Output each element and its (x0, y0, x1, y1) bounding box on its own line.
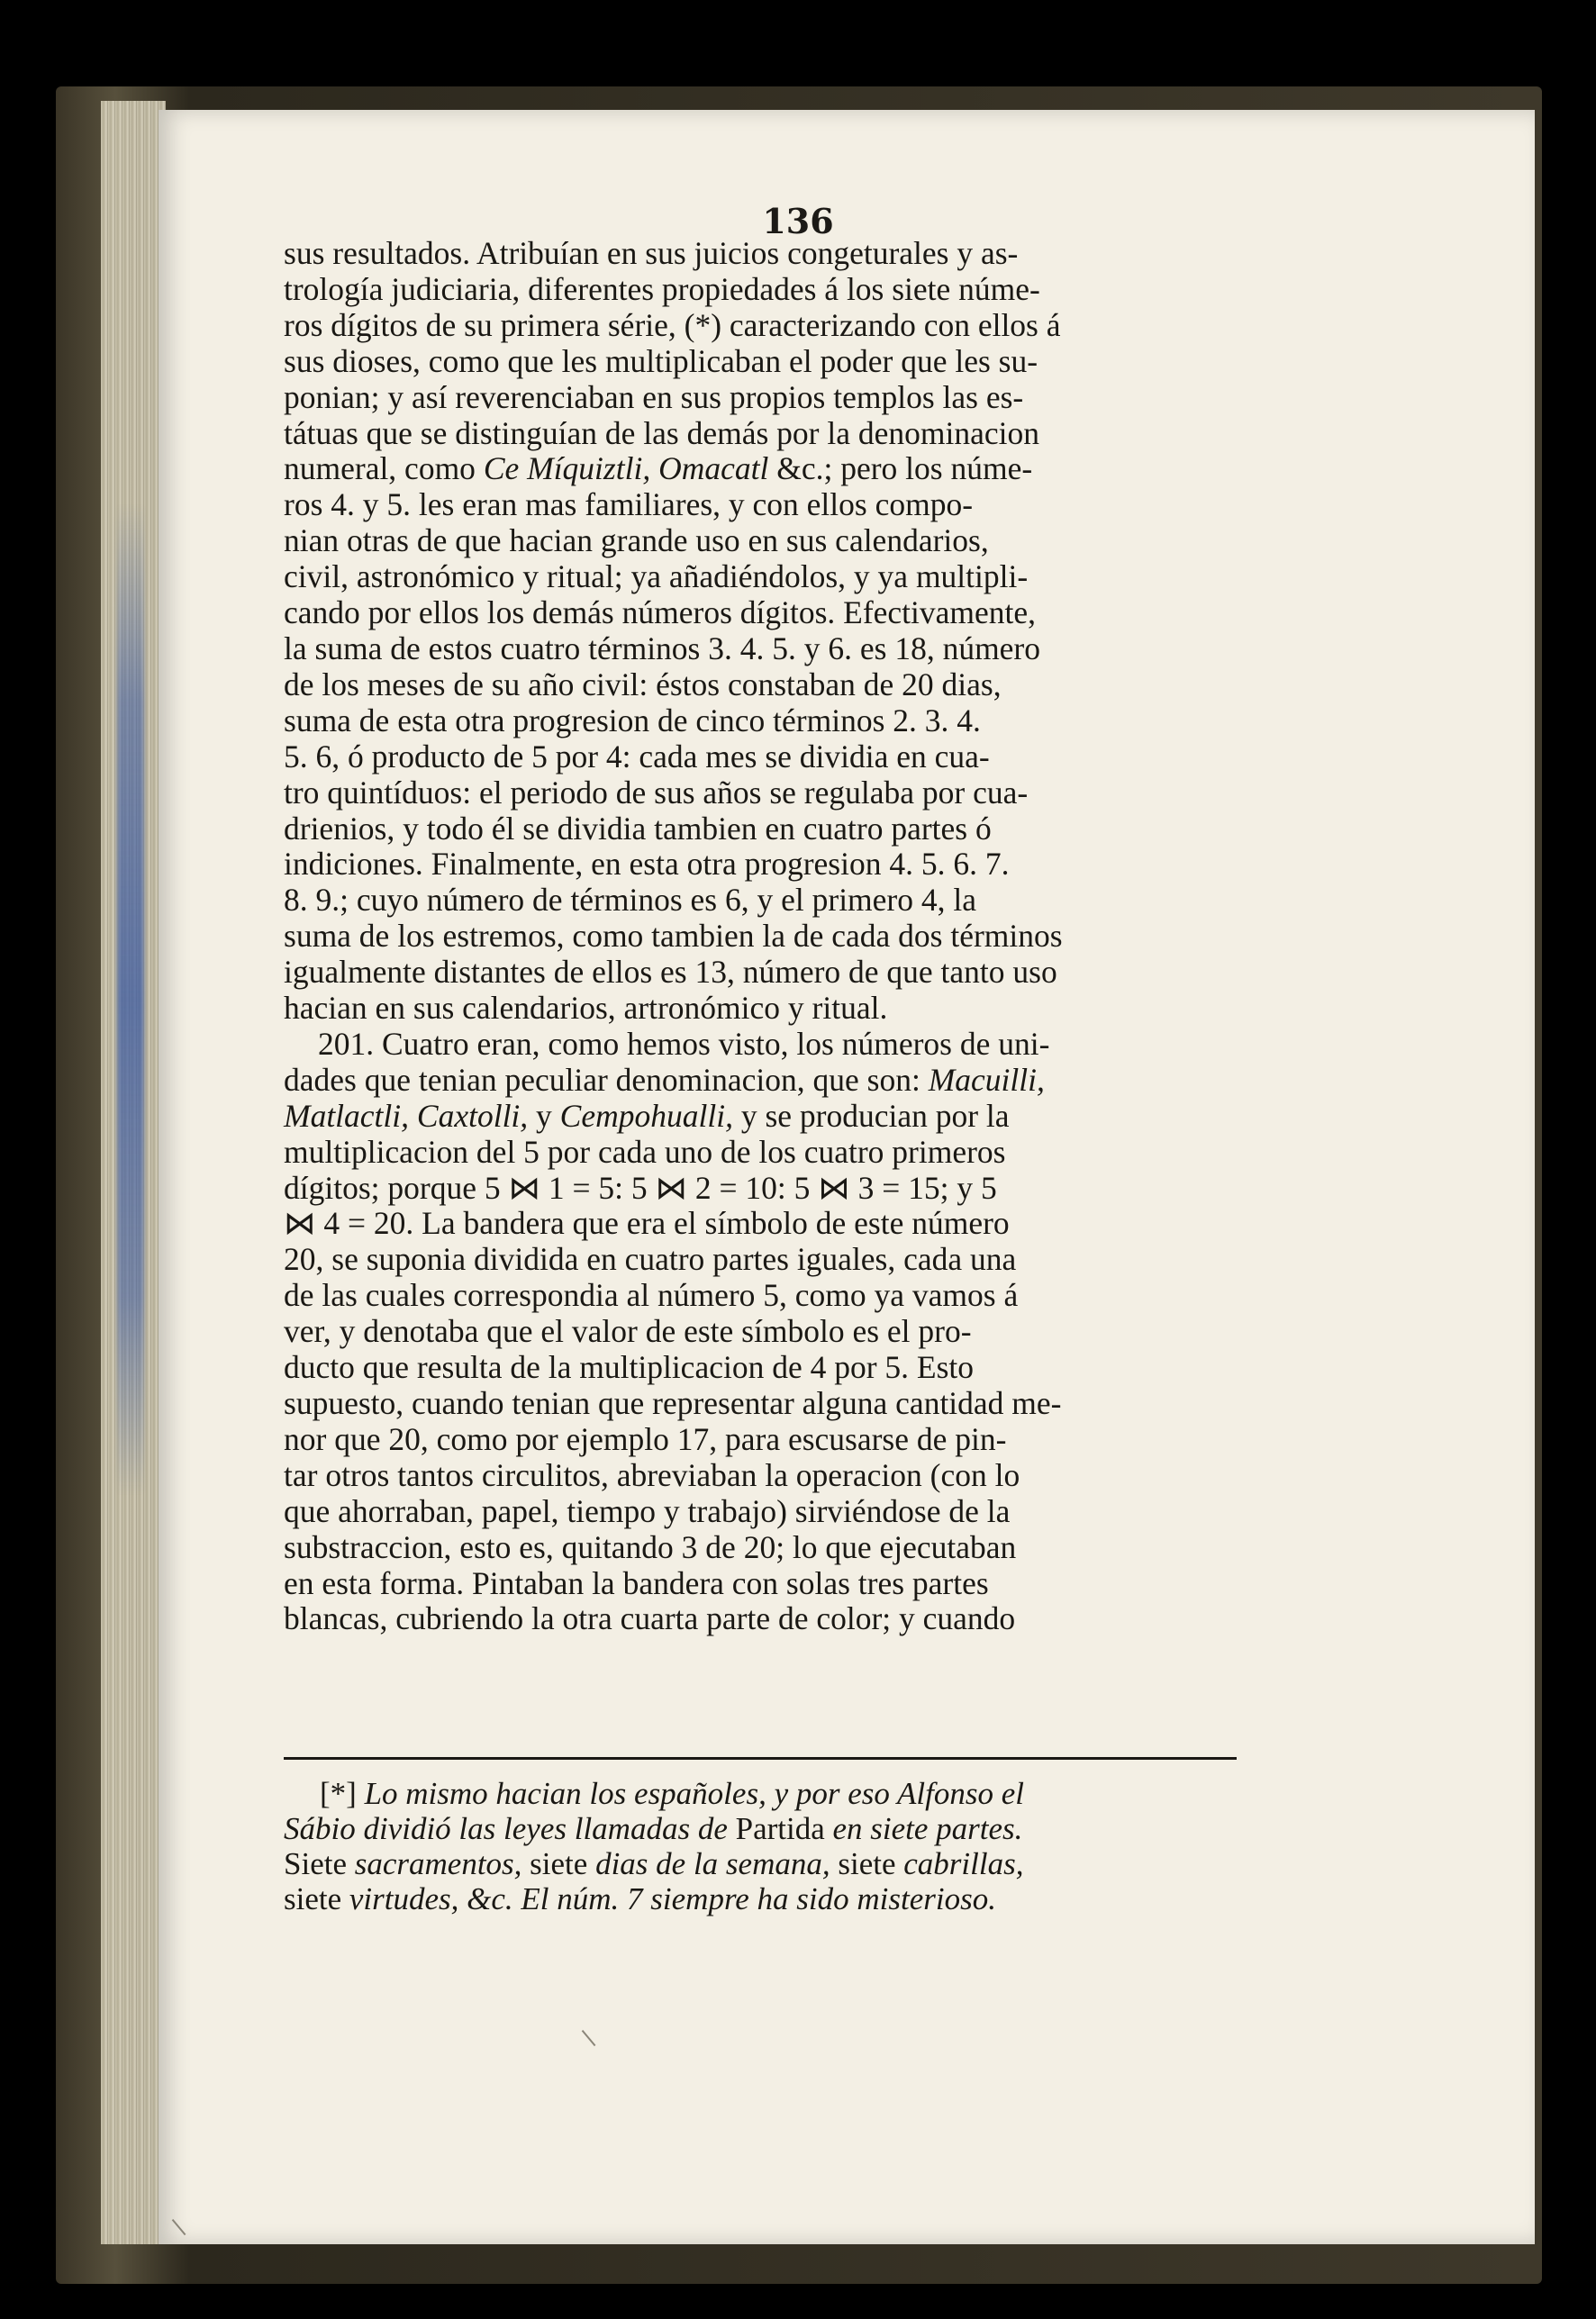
roman-run: Siete (284, 1846, 355, 1881)
text-line: suma de los estremos, como tambien la de cada dos términos (284, 918, 1063, 955)
text-line: ros 4. y 5. les eran mas familiares, y con ellos compo- (284, 486, 974, 523)
text-line: dígitos; porque 5 ⋈ 1 = 5: 5 ⋈ 2 = 10: 5 ⋈ 3 = 15; y 5 (284, 1169, 997, 1206)
italic-run: sacramentos, (354, 1846, 522, 1881)
italic-term: Caxtolli, (416, 1097, 529, 1134)
italic-run: dias de la semana, (595, 1846, 830, 1881)
text-line: que ahorraban, papel, tiempo y trabajo) sirviéndose de la (284, 1492, 1011, 1529)
text-line: ducto que resulta de la multiplicacion de 4 por 5. Esto (284, 1349, 975, 1386)
roman-run: siete (521, 1846, 596, 1881)
text-run: numeral, como (284, 450, 484, 487)
italic-term: Matlactli, (284, 1097, 410, 1134)
text-line: substraccion, esto es, quitando 3 de 20; lo que ejecutaban (284, 1528, 1017, 1565)
footnote-line (284, 1776, 1237, 1811)
text-line: tátuas que se distinguían de las demás por la denominacion (284, 414, 1039, 451)
text-line: nor que 20, como por ejemplo 17, para escusarse de pin- (284, 1420, 1007, 1457)
text-line (284, 1063, 1237, 1099)
text-line: en esta forma. Pintaban la bandera con solas tres partes (284, 1564, 989, 1601)
text-line: hacian en sus calendarios, artronómico y ritual. (284, 990, 888, 1027)
roman-run: siete (284, 1881, 349, 1916)
footnote-marker: [*] (320, 1776, 365, 1811)
footnote-line (284, 1846, 1237, 1881)
text-line: ros dígitos de su primera série, (*) caracterizando con ellos á (284, 306, 1061, 343)
text-run: &c.; pero los núme- (768, 450, 1033, 487)
text-line: multiplicacion del 5 por cada uno de los cuatro primeros (284, 1133, 1006, 1170)
text-line: de los meses de su año civil: éstos constaban de 20 dias, (284, 666, 1002, 702)
body-text (284, 236, 1237, 1637)
italic-term: Cempohualli, (559, 1097, 733, 1134)
text-line (284, 451, 1237, 487)
text-line: 8. 9.; cuyo número de términos es 6, y el primero 4, la (284, 882, 976, 919)
italic-term: Macuilli, (928, 1061, 1045, 1098)
italic-term: Omacatl (658, 450, 769, 487)
page-number: 136 (762, 201, 834, 241)
italic-run: Alfonso el (897, 1776, 1024, 1811)
text-line: tar otros tantos circulitos, abreviaban la operacion (con lo (284, 1456, 1020, 1493)
text-line: cando por ellos los demás números dígitos. Efectivamente, (284, 594, 1037, 631)
text-line: ⋈ 4 = 20. La bandera que era el símbolo de este número (284, 1205, 1010, 1242)
text-line: igualmente distantes de ellos es 13, número de que tanto uso (284, 954, 1057, 991)
text-line (284, 1099, 1237, 1135)
italic-run: Lo mismo hacian los españoles, y por eso (364, 1776, 897, 1811)
text-line: tro quintíduos: el periodo de sus años se regulaba por cua- (284, 774, 1029, 811)
text-run: dades que tenian peculiar denominacion, que son: (284, 1061, 929, 1098)
text-line: ponian; y así reverenciaban en sus propios templos las es- (284, 378, 1024, 415)
italic-term: Ce Míquiztli, (483, 450, 651, 487)
text-line: de las cuales correspondia al número 5, como ya vamos á (284, 1277, 1019, 1314)
text-line: supuesto, cuando tenian que representar alguna cantidad me- (284, 1385, 1062, 1421)
text-line: ver, y denotaba que el valor de este símbolo es el pro- (284, 1313, 972, 1350)
footnote (284, 1776, 1237, 1916)
text-run: y se producian por la (732, 1097, 1010, 1134)
library-stamp (117, 504, 144, 1495)
text-line: civil, astronómico y ritual; ya añadiéndolos, y ya multipli- (284, 558, 1029, 595)
text-line: trología judiciaria, diferentes propiedades á los siete núme- (284, 270, 1040, 307)
text-line: sus resultados. Atribuían en sus juicios congeturales y as- (284, 235, 1019, 271)
footnote-line (284, 1881, 1237, 1916)
text-run (409, 1098, 417, 1134)
text-line: suma de esta otra progresion de cinco términos 2. 3. 4. (284, 702, 981, 738)
text-run (650, 450, 658, 486)
text-run: y (528, 1097, 560, 1134)
italic-run: virtudes, &c. El núm. 7 siempre ha sido misterioso. (349, 1881, 996, 1916)
italic-run: en siete partes. (824, 1811, 1023, 1846)
roman-run: Partida (735, 1811, 825, 1846)
italic-run: Sábio dividió las leyes llamadas de (284, 1811, 736, 1846)
text-line: drienios, y todo él se dividia tambien en cuatro partes ó (284, 810, 992, 847)
footnote-rule (284, 1757, 1237, 1760)
text-line: sus dioses, como que les multiplicaban el poder que les su- (284, 342, 1038, 379)
text-line: blancas, cubriendo la otra cuarta parte de color; y cuando (284, 1600, 1016, 1637)
roman-run: siete (830, 1846, 904, 1881)
footnote-line (284, 1811, 1237, 1846)
paragraph-201-start: 201. Cuatro eran, como hemos visto, los números de uni- (318, 1025, 1050, 1062)
text-line: 5. 6, ó producto de 5 por 4: cada mes se dividia en cua- (284, 738, 990, 775)
text-line: indiciones. Finalmente, en esta otra progresion 4. 5. 6. 7. (284, 846, 1010, 883)
text-line: nian otras de que hacian grande uso en sus calendarios, (284, 522, 989, 559)
text-line: la suma de estos cuatro términos 3. 4. 5. y 6. es 18, número (284, 630, 1041, 666)
italic-run: cabrillas, (903, 1846, 1024, 1881)
text-line: 20, se suponia dividida en cuatro partes iguales, cada una (284, 1241, 1017, 1278)
